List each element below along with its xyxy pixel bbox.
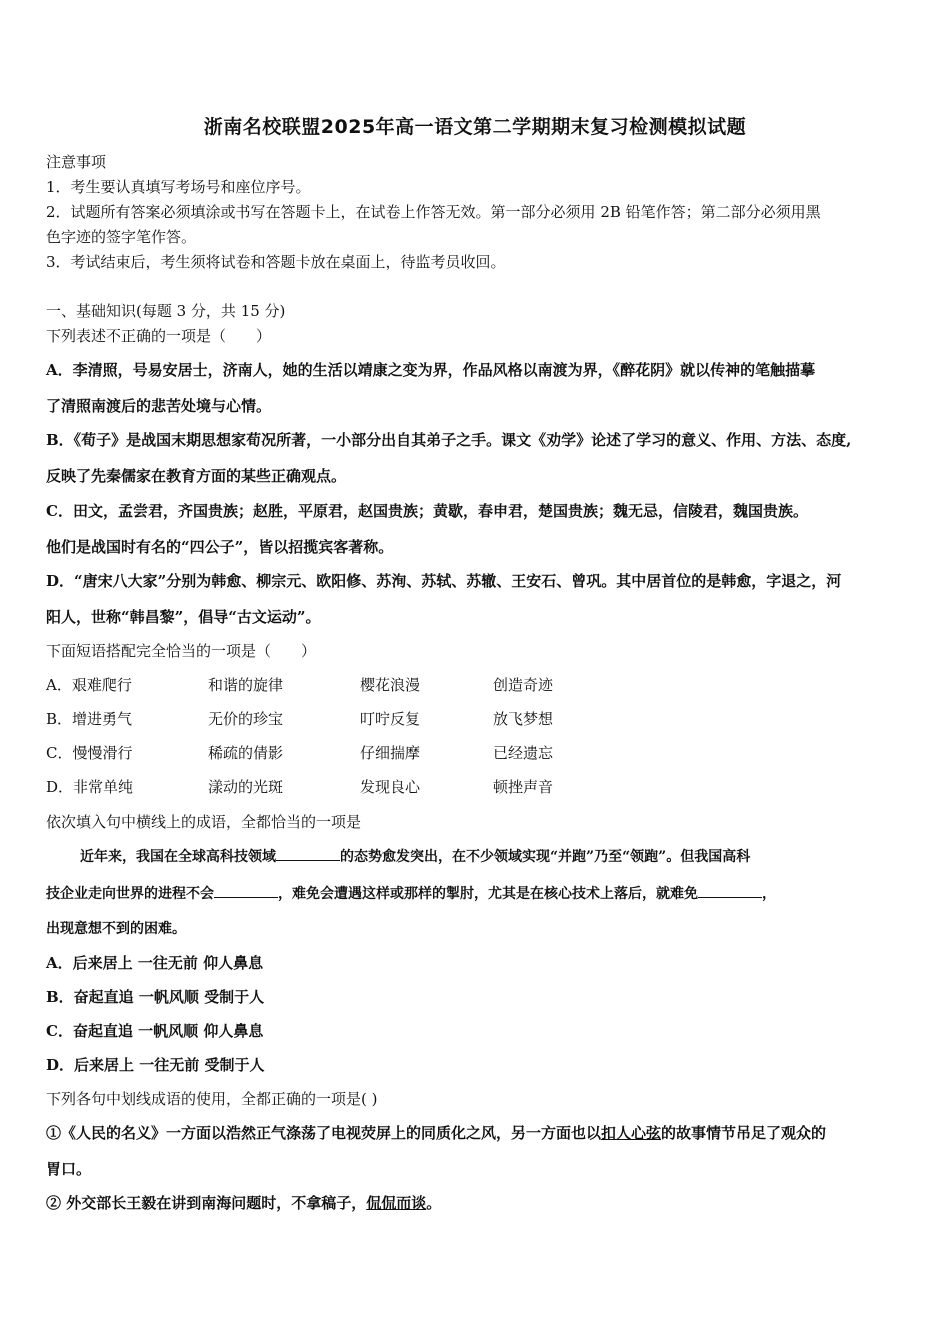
sentence-line: 胃口。 xyxy=(46,1160,92,1178)
option-b-phrase: 放飞梦想 xyxy=(493,710,554,728)
question-line: 他们是战国时有名的“四公子”，皆以招揽宾客著称。 xyxy=(46,538,394,556)
notice-item: 1．考生要认真填写考场号和座位序号。 xyxy=(46,178,311,196)
question-line: D．“唐宋八大家”分别为韩愈、柳宗元、欧阳修、苏洵、苏轼、苏辙、王安石、曾巩。其中居首位的是韩愈，字退之，河 xyxy=(46,572,842,590)
passage-line xyxy=(80,846,912,867)
question-stem: 依次填入句中横线上的成语，全都恰当的一项是 xyxy=(46,813,362,831)
option-b-phrase: 叮咛反复 xyxy=(360,710,421,728)
option-a-phrase: 创造奇迹 xyxy=(493,676,554,694)
sentence-text: 的故事情节吊足了观众的 xyxy=(661,1124,827,1142)
notice-item: 色字迹的签字笔作答。 xyxy=(46,228,197,246)
option-a-phrase: 和谐的旋律 xyxy=(208,676,284,694)
underlined-idiom: 侃侃而谈 xyxy=(366,1194,427,1212)
option-a-phrase: A．艰难爬行 xyxy=(46,676,132,694)
question-line: 反映了先秦儒家在教育方面的某些正确观点。 xyxy=(46,467,347,485)
passage-line xyxy=(46,883,912,904)
option-line: A．后来居上 一往无前 仰人鼻息 xyxy=(46,954,264,972)
option-d-phrase: 漾动的光斑 xyxy=(208,778,284,796)
passage-text: ， xyxy=(762,886,776,902)
fill-blank xyxy=(698,883,762,898)
sentence-text: ② 外交部长王毅在讲到南海问题时，不拿稿子， xyxy=(46,1194,367,1212)
sentence-line xyxy=(46,1123,912,1143)
question-stem: 下面短语搭配完全恰当的一项是（ ） xyxy=(46,642,317,660)
option-d-phrase: 发现良心 xyxy=(360,778,421,796)
page-title: 浙南名校联盟2025年高一语文第二学期期末复习检测模拟试题 xyxy=(203,116,747,138)
passage-text: 近年来，我国在全球高科技领域 xyxy=(80,849,276,865)
sentence-text: ①《人民的名义》一方面以浩然正气涤荡了电视荧屏上的同质化之风，另一方面也以 xyxy=(46,1124,602,1142)
underlined-idiom: 扣人心弦 xyxy=(601,1124,662,1142)
question-stem: 下列各句中划线成语的使用，全都正确的一项是( ) xyxy=(46,1090,378,1108)
question-line: A．李清照，号易安居士，济南人，她的生活以靖康之变为界，作品风格以南渡为界，《醉花阴》就以传神的笔触描摹 xyxy=(46,361,816,379)
passage-text: 技企业走向世界的进程不会 xyxy=(46,886,214,902)
passage-text: ，难免会遭遇这样或那样的掣肘，尤其是在核心技术上落后，就难免 xyxy=(278,886,698,902)
option-a-phrase: 樱花浪漫 xyxy=(360,676,421,694)
question-line: C．田文，孟尝君，齐国贵族；赵胜，平原君，赵国贵族；黄歇，春申君，楚国贵族；魏无忌，信陵君，魏国贵族。 xyxy=(46,502,808,520)
sentence-line xyxy=(46,1193,912,1213)
question-line: 阳人，世称“韩昌黎”，倡导“古文运动”。 xyxy=(46,608,321,626)
option-c-phrase: 已经遗忘 xyxy=(493,744,554,762)
option-d-phrase: 顿挫声音 xyxy=(493,778,554,796)
passage-line: 出现意想不到的困难。 xyxy=(46,921,186,937)
notice-item: 2．试题所有答案必须填涂或书写在答题卡上，在试卷上作答无效。第一部分必须用 2B 铅笔作答；第二部分必须用黑 xyxy=(46,203,821,221)
fill-blank xyxy=(276,846,340,861)
option-b-phrase: 无价的珍宝 xyxy=(208,710,284,728)
sentence-text: 。 xyxy=(426,1194,442,1212)
option-c-phrase: 稀疏的倩影 xyxy=(208,744,284,762)
option-line: D．后来居上 一往无前 受制于人 xyxy=(46,1056,265,1074)
section-heading: 一、基础知识(每题 3 分，共 15 分) xyxy=(46,302,286,320)
question-line: 了清照南渡后的悲苦处境与心情。 xyxy=(46,397,272,415)
option-b-phrase: B．增进勇气 xyxy=(46,710,133,728)
notice-item: 3．考试结束后，考生须将试卷和答题卡放在桌面上，待监考员收回。 xyxy=(46,253,506,271)
fill-blank xyxy=(214,883,278,898)
option-c-phrase: 仔细揣摩 xyxy=(360,744,421,762)
option-c-phrase: C．慢慢滑行 xyxy=(46,744,133,762)
option-line: C．奋起直追 一帆风顺 仰人鼻息 xyxy=(46,1022,264,1040)
option-line: B．奋起直追 一帆风顺 受制于人 xyxy=(46,988,265,1006)
option-d-phrase: D．非常单纯 xyxy=(46,778,134,796)
question-stem: 下列表述不正确的一项是（ ） xyxy=(46,327,272,345)
question-line: B．《荀子》是战国末期思想家荀况所著，一小部分出自其弟子之手。课文《劝学》论述了学习的意义、作用、方法、态度, xyxy=(46,431,852,449)
notice-heading: 注意事项 xyxy=(46,153,107,171)
passage-text: 的态势愈发突出，在不少领域实现“并跑”乃至“领跑”。但我国高科 xyxy=(340,849,751,865)
